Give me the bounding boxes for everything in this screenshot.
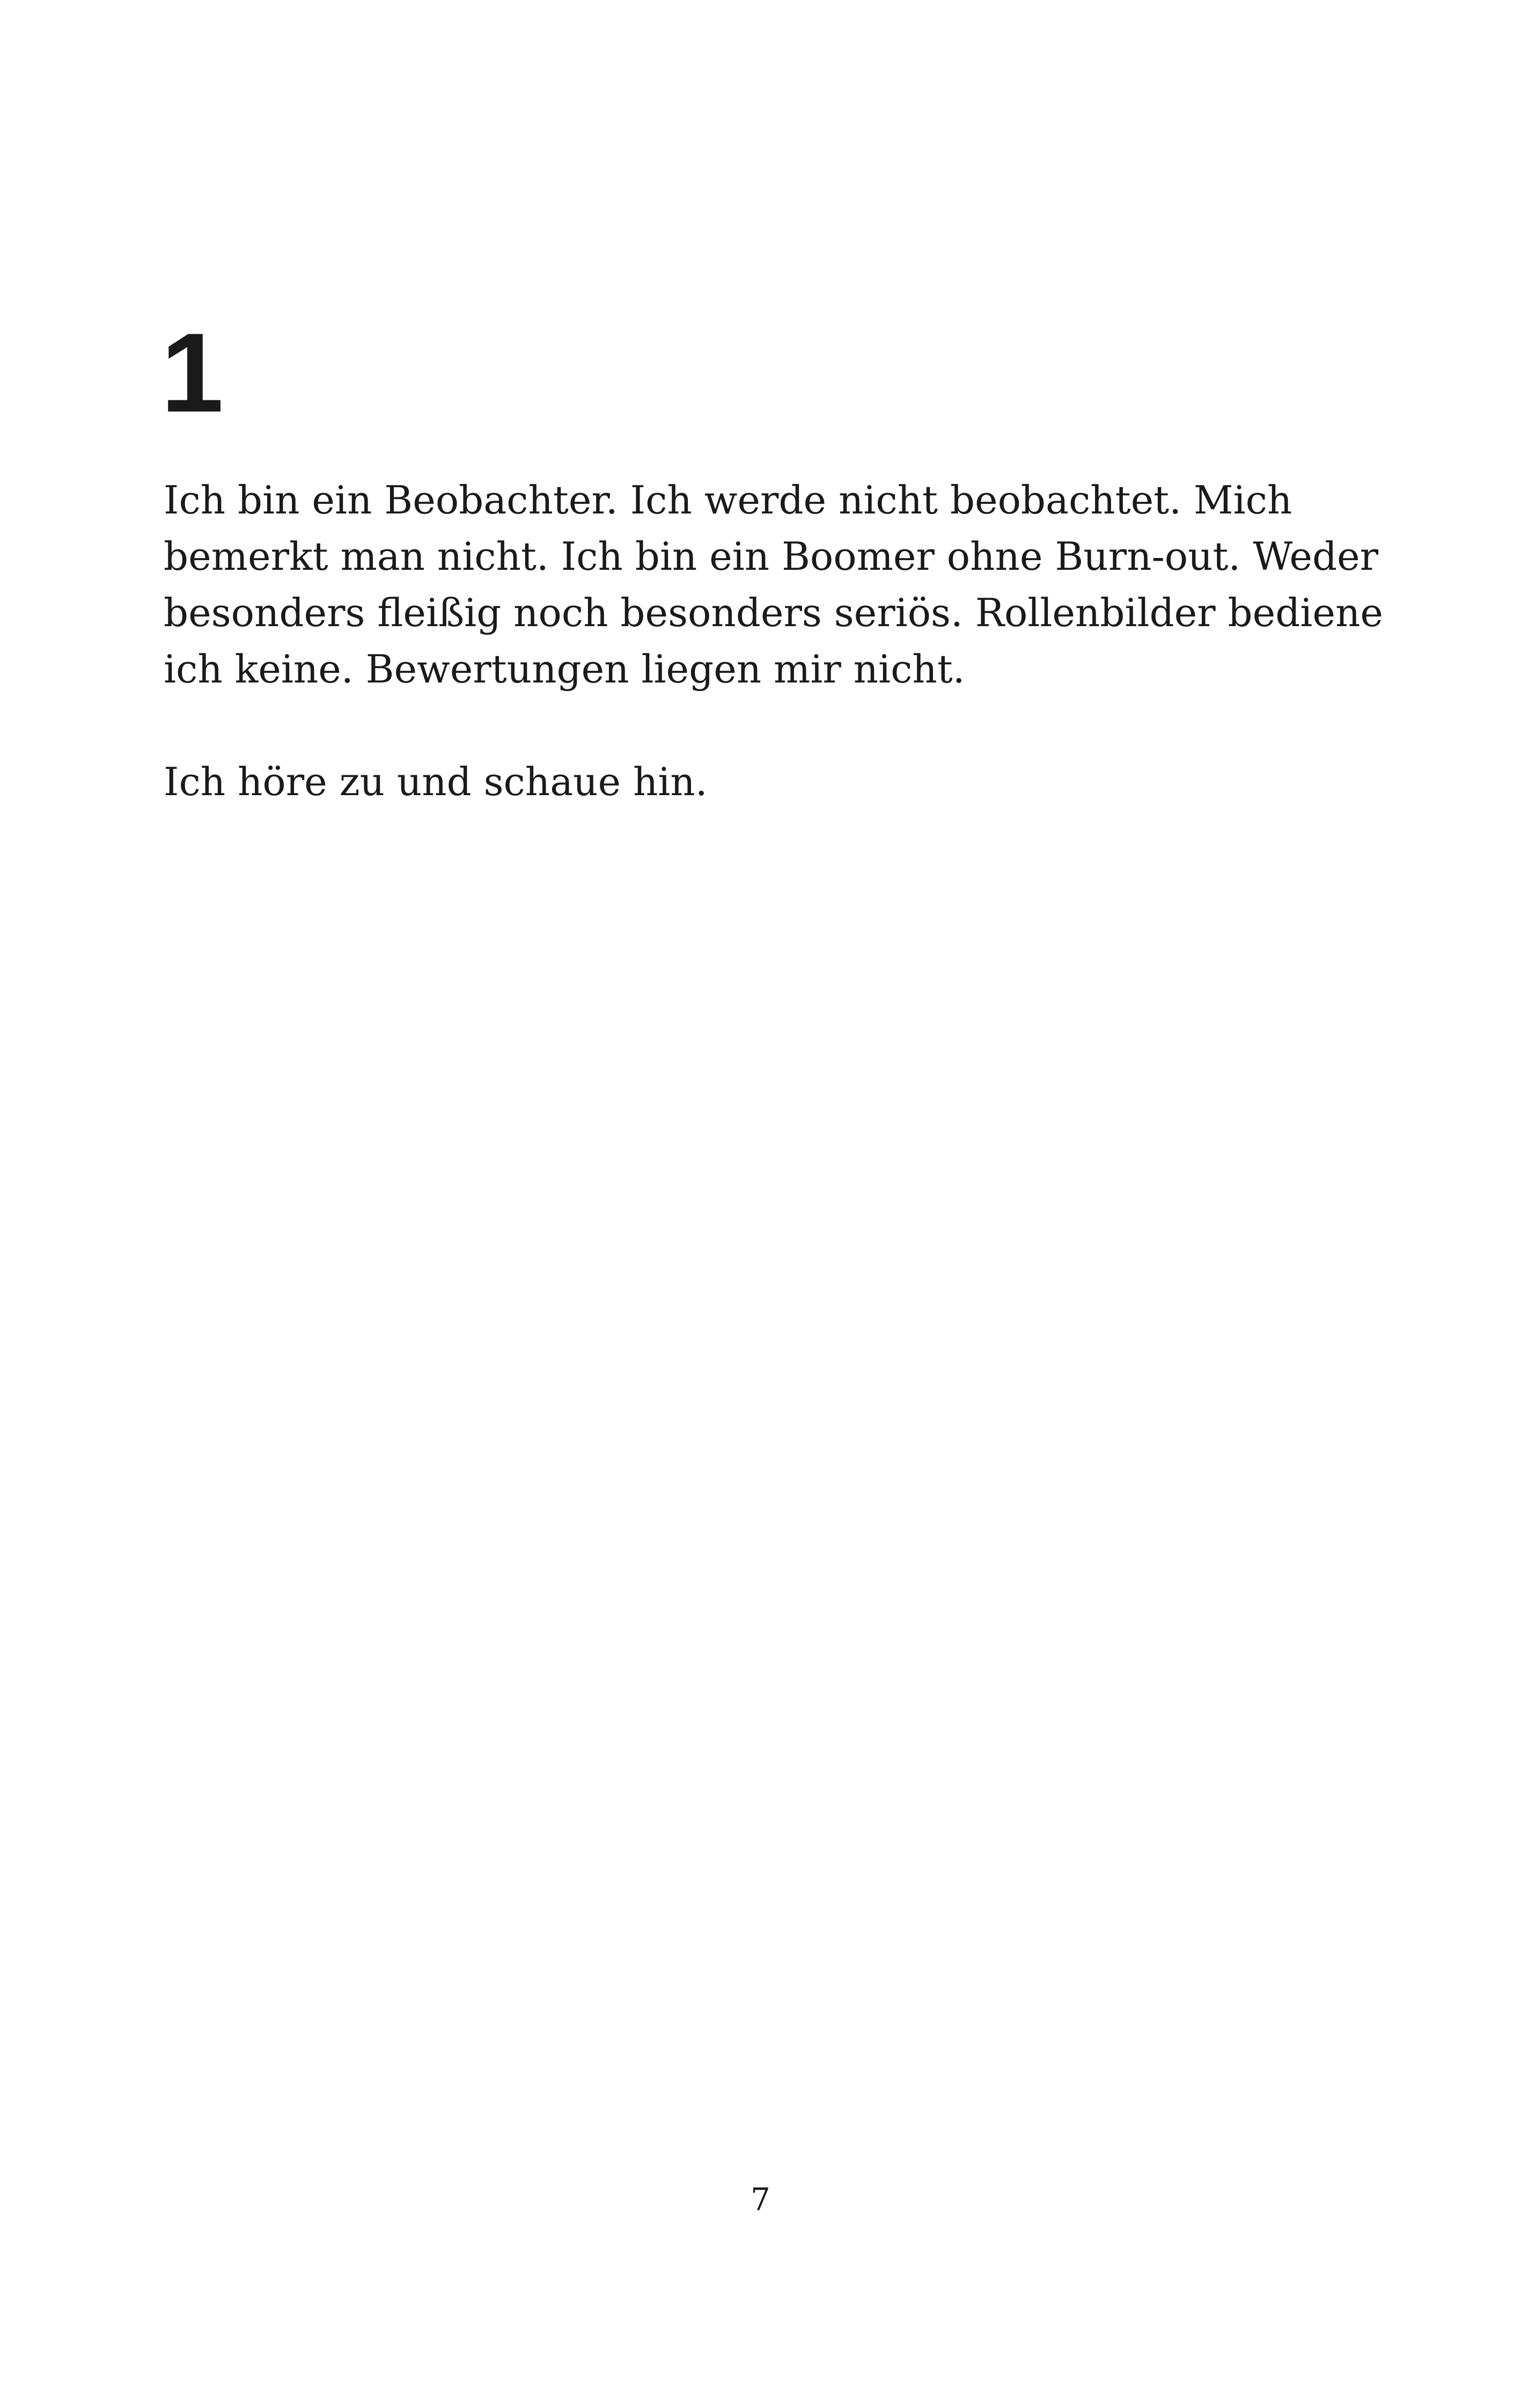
paragraph-spacer xyxy=(164,698,1285,754)
chapter-text xyxy=(164,472,1383,810)
text-line: ich keine. Bewertungen liegen mir nicht. xyxy=(164,647,965,692)
text-line: Ich bin ein Beobachter. Ich werde nicht beobachtet. Mich xyxy=(164,478,1292,523)
text-line: besonders fleißig noch besonders seriös. Rollenbilder bediene xyxy=(164,590,1383,635)
paragraph-1 xyxy=(164,472,1383,698)
paragraph-2 xyxy=(164,754,1285,810)
chapter-number: 1 xyxy=(161,310,224,436)
text-line: Ich höre zu und schaue hin. xyxy=(164,759,708,804)
text-line: bemerkt man nicht. Ich bin ein Boomer ohne Burn-out. Weder xyxy=(164,534,1379,579)
page-number: 7 xyxy=(751,2181,770,2218)
